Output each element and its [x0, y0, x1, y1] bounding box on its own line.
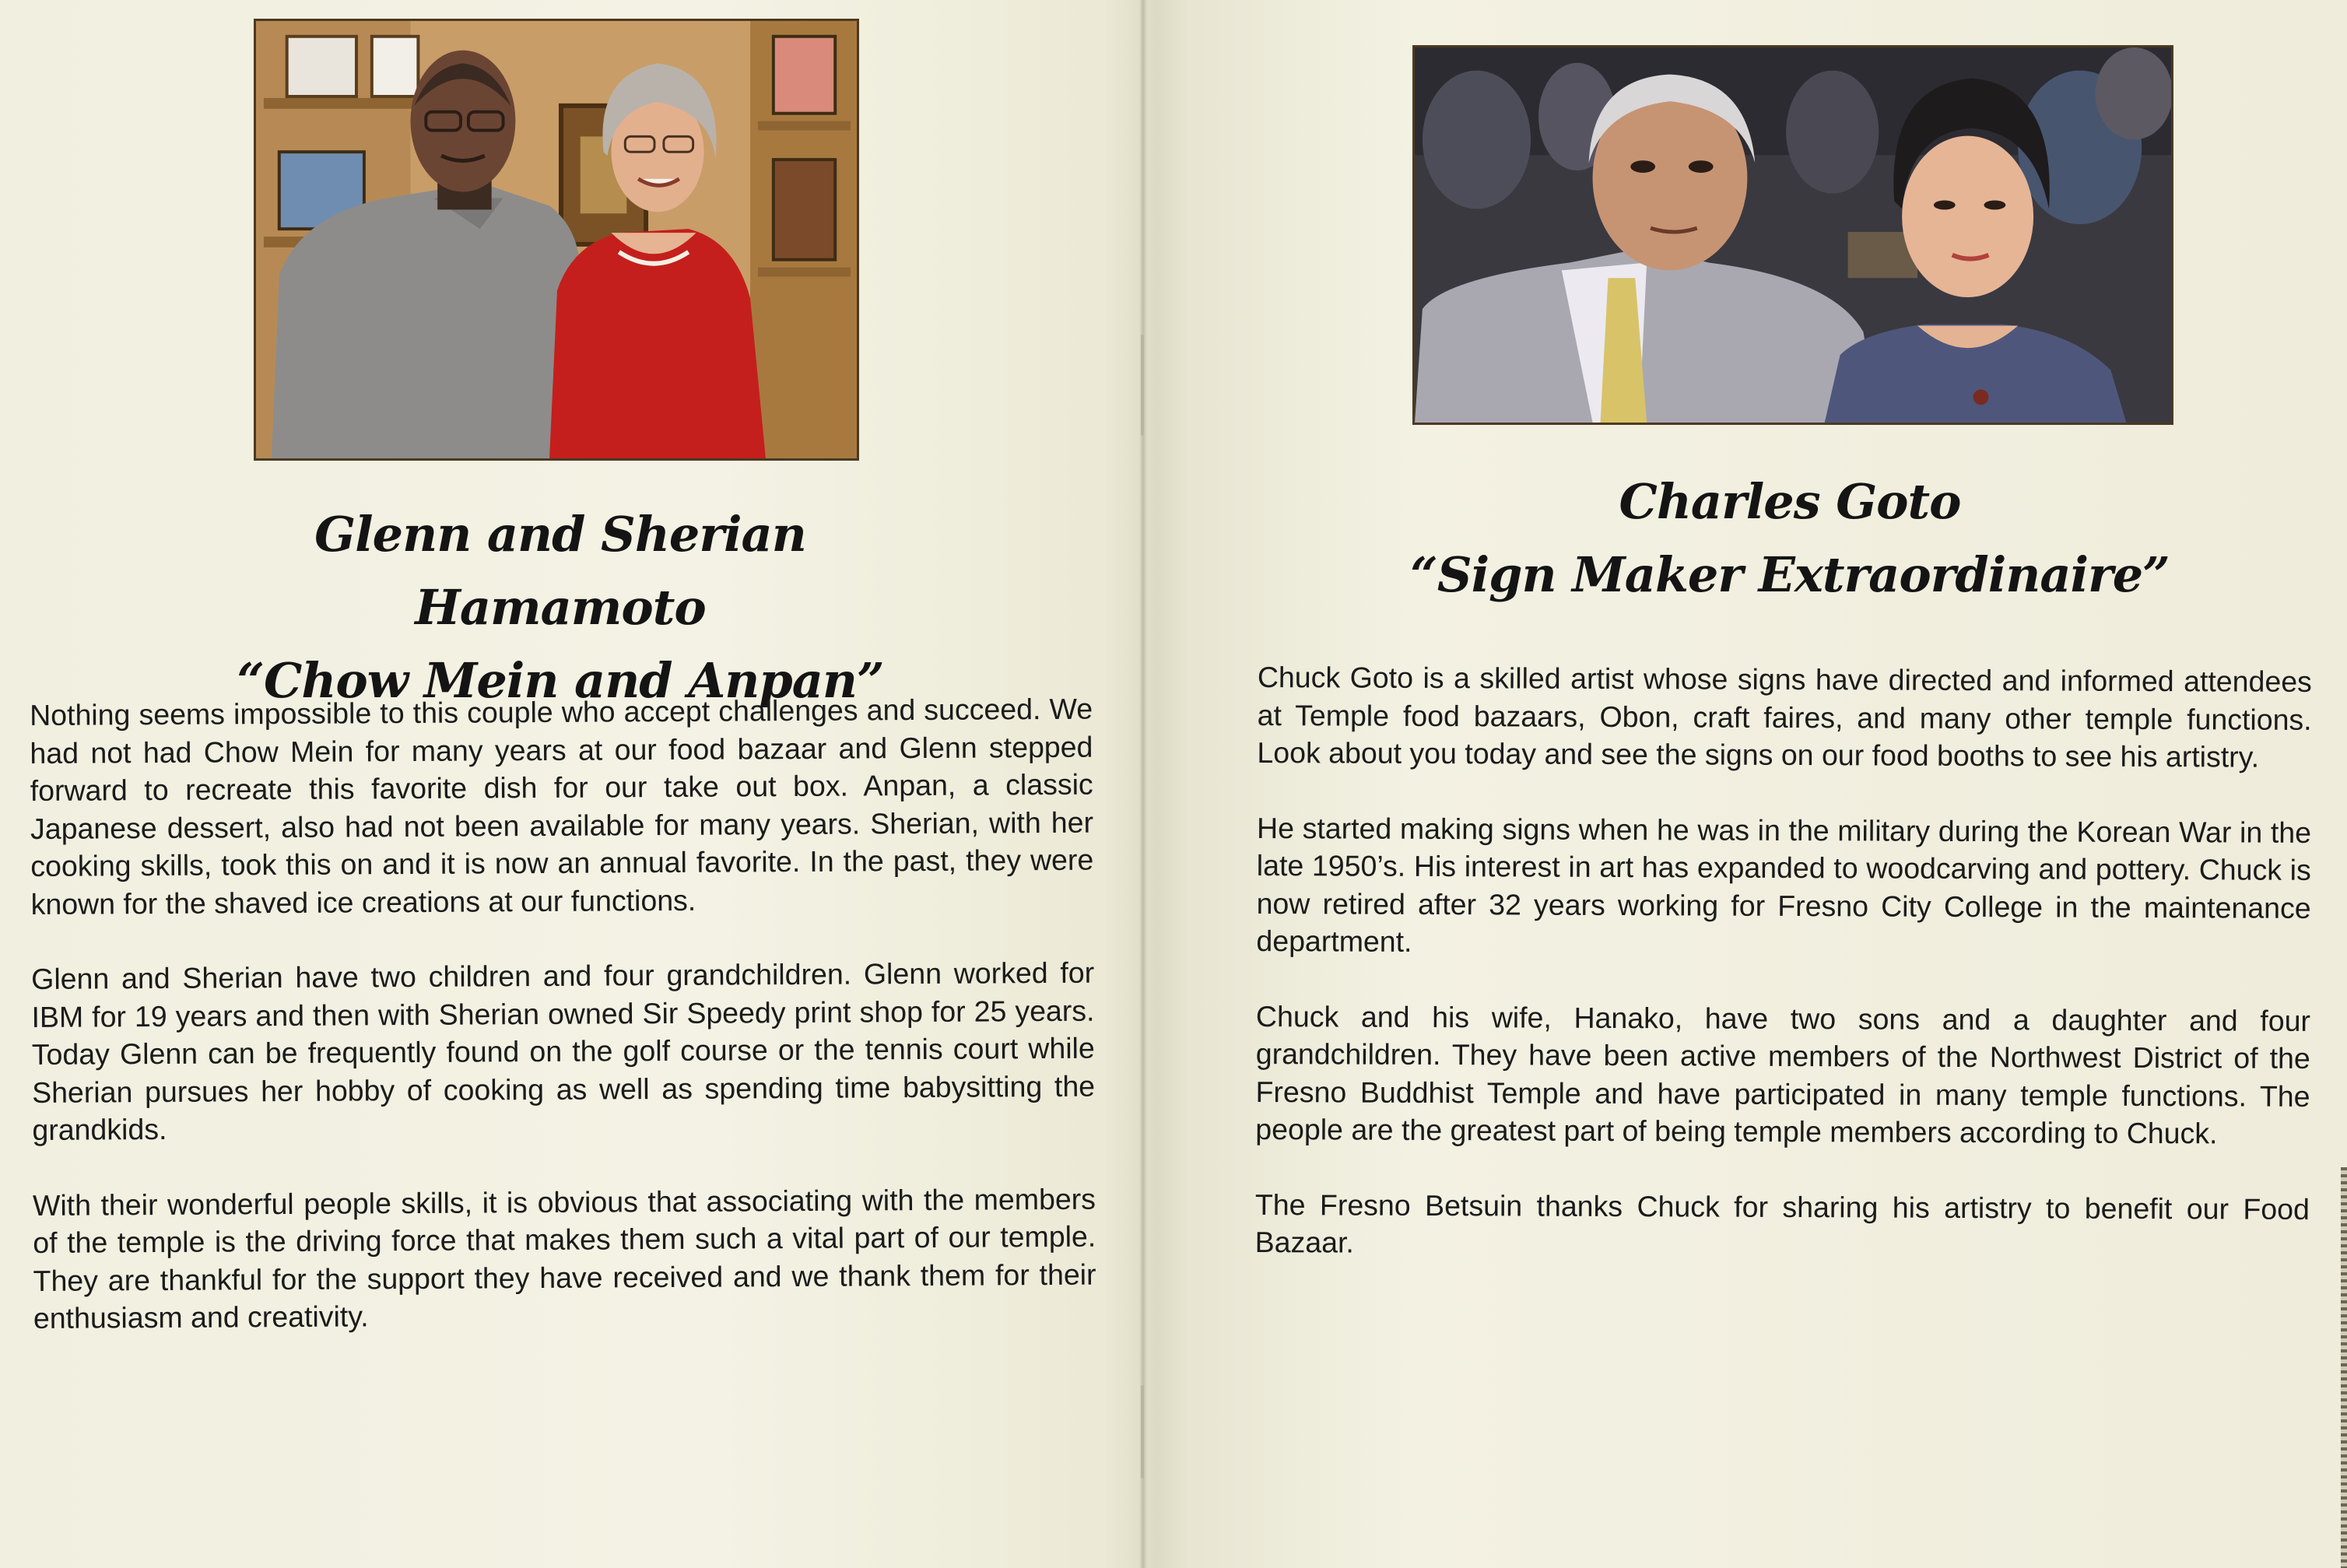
- paragraph: With their wonderful people skills, it is obvious that associating with the members of the temple is the driving force that makes them such a vital part of our temple. They are thankful for the support they have received and we thank them for their enthusiasm and creativity.: [32, 1182, 1096, 1335]
- paragraph: The Fresno Betsuin thanks Chuck for sharing his artistry to benefit our Food Bazaar.: [1254, 1187, 2310, 1259]
- page-edge: [2341, 1167, 2347, 1568]
- couple-photo-icon: [1415, 47, 2171, 423]
- paragraph: Glenn and Sherian have two children and four grandchildren. Glenn worked for IBM for 19 years and then with Sherian owned Sir Speedy print shop for 25 years. Today Glenn can be frequently found on the golf course or the tennis court while Sherian pursues her hobby of cooking as well as spending time babysitting the grandkids.: [31, 956, 1096, 1146]
- left-page: [0, 0, 1144, 1568]
- goto-title: [1377, 465, 2202, 612]
- hamamoto-title: [210, 498, 910, 717]
- goto-article: [1254, 658, 2312, 1303]
- staple: [1141, 1385, 1144, 1479]
- goto-photo: [1412, 45, 2173, 425]
- hamamoto-photo: [254, 19, 859, 461]
- paragraph: Nothing seems impossible to this couple who accept challenges and succeed. We had not had Chow Mein for many years at our food bazaar and Glenn stepped forward to recreate this favorite dish for our take out box. Anpan, a classic Japanese dessert, also had not been available for many years. Sherian, with her cooking skills, took this on and it is now an annual favorite. In the past, they were known for the shaved ice creations at our functions.: [30, 692, 1094, 921]
- booklet-spine: [1139, 0, 1147, 1568]
- hamamoto-subtitle: “Chow Mein and Anpan”: [237, 652, 884, 709]
- hamamoto-name: Glenn and Sherian Hamamoto: [314, 506, 806, 636]
- paragraph: Chuck Goto is a skilled artist whose signs have directed and informed attendees at Temple food bazaars, Obon, craft faires, and many other temple functions. Look about you today and see the signs on our food booths to see his artistry.: [1257, 661, 2312, 773]
- paragraph: Chuck and his wife, Hanako, have two sons and a daughter and four grandchildren. They have been active members of the Northwest District of the Fresno Buddhist Temple and have participated in many temple functions. The people are the greatest part of being temple members according to Chuck.: [1255, 999, 2311, 1150]
- couple-photo-icon: [256, 21, 857, 458]
- goto-subtitle: “Sign Maker Extraordinaire”: [1410, 546, 2170, 603]
- hamamoto-article: [30, 690, 1096, 1375]
- staple: [1141, 335, 1144, 436]
- goto-name: Charles Goto: [1619, 473, 1961, 530]
- paragraph: He started making signs when he was in the military during the Korean War in the late 1950’s. His interest in art has expanded to woodcarving and pottery. Chuck is now retired after 32 years working for Fresno City College in the maintenance department.: [1256, 811, 2312, 958]
